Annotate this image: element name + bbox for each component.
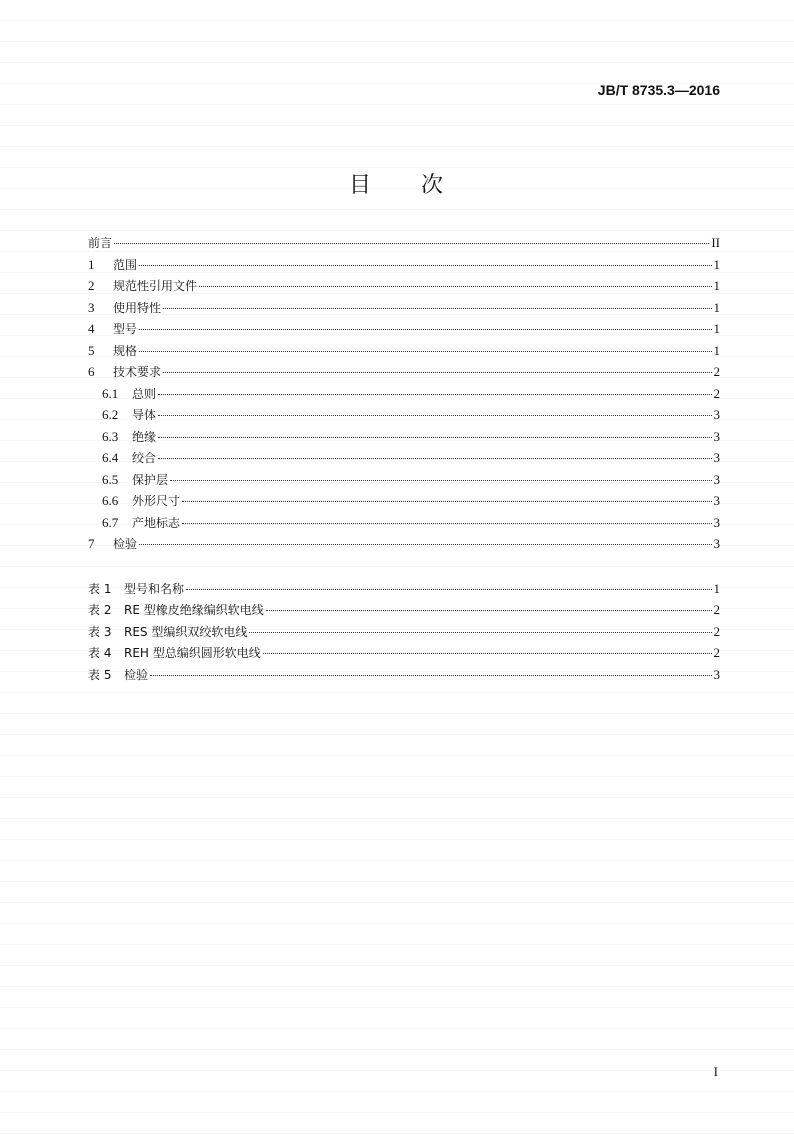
toc-entry-number: 4 (88, 321, 95, 336)
toc-entry-label: 导体 (132, 408, 157, 422)
toc-entry-section-1[interactable] (88, 256, 720, 278)
dot-leader (150, 675, 711, 676)
dot-leader (266, 610, 712, 611)
toc-entry-page: 3 (713, 471, 720, 487)
dot-leader (163, 308, 711, 309)
toc-title (0, 168, 794, 199)
toc-entry-page: 3 (713, 536, 720, 551)
toc-title-char-1: 目 (348, 173, 373, 198)
toc-entry-label: 总则 (132, 386, 157, 401)
toc-entry-subsection-6-7[interactable] (88, 514, 720, 536)
toc-entry-section-4[interactable] (88, 320, 720, 342)
toc-entry-label: 型号和名称 (124, 581, 185, 596)
toc-entry-page: 1 (713, 256, 720, 272)
toc-entry-page: 3 (713, 428, 720, 444)
toc-entry-table-5[interactable] (88, 666, 720, 688)
toc-entry-table-1[interactable] (88, 580, 720, 602)
toc-entry-page: 1 (713, 580, 720, 596)
toc-entry-label: RE 型橡皮绝缘编织软电线 (124, 603, 264, 617)
dot-leader (263, 653, 712, 654)
toc-entry-section-3[interactable] (88, 299, 720, 321)
toc-entry-number: 表 2 (88, 603, 112, 617)
toc-entry-page: 3 (713, 493, 720, 508)
toc-entry-page: 2 (713, 623, 720, 639)
toc-entry-label: 规格 (113, 343, 138, 358)
toc-entry-number: 表 1 (88, 581, 112, 596)
table-of-contents (88, 234, 720, 687)
toc-entry-section-5[interactable] (88, 342, 720, 364)
dot-leader (186, 589, 711, 590)
toc-entry-section-7[interactable] (88, 535, 720, 557)
toc-entry-label: 检验 (124, 667, 149, 682)
toc-entry-label: 保护层 (132, 472, 169, 487)
toc-entry-label: 前言 (88, 236, 113, 250)
toc-entry-number: 6.2 (102, 407, 119, 422)
toc-entry-number: 2 (88, 278, 95, 293)
toc-entry-number: 6.6 (102, 493, 119, 508)
toc-entry-page: 2 (713, 385, 720, 401)
toc-entry-number: 6.5 (102, 471, 119, 487)
toc-entry-label: 绝缘 (132, 429, 157, 444)
dot-leader (158, 415, 711, 416)
toc-entry-label: 型号 (113, 322, 138, 336)
toc-entry-number: 表 5 (88, 667, 112, 682)
toc-entry-subsection-6-6[interactable] (88, 492, 720, 514)
toc-entry-label: 绞合 (132, 451, 157, 465)
dot-leader (139, 351, 711, 352)
dot-leader (158, 394, 711, 395)
toc-entry-section-2[interactable] (88, 277, 720, 299)
dot-leader (158, 437, 711, 438)
dot-leader (199, 286, 711, 287)
toc-entry-number: 6.3 (102, 428, 119, 444)
toc-entry-number: 5 (88, 342, 95, 358)
dot-leader (182, 501, 711, 502)
toc-entry-label: 规范性引用文件 (113, 279, 198, 293)
dot-leader (139, 544, 711, 545)
toc-entry-page: 3 (713, 407, 720, 422)
toc-entry-page: 2 (713, 645, 720, 660)
standard-code: JB/T 8735.3—2016 (597, 82, 720, 98)
toc-entry-page: 1 (713, 299, 720, 315)
toc-entry-page: 2 (713, 364, 720, 379)
toc-entry-number: 6.7 (102, 514, 119, 530)
toc-entry-page: II (711, 235, 720, 250)
toc-entry-page: 1 (713, 278, 720, 293)
toc-title-char-2: 次 (421, 173, 446, 198)
toc-entry-page: 3 (713, 666, 720, 682)
toc-entry-label: 检验 (113, 537, 138, 551)
toc-entry-number: 表 3 (88, 624, 112, 639)
toc-entry-table-2[interactable] (88, 601, 720, 623)
dot-leader (182, 523, 711, 524)
toc-entry-label: 技术要求 (113, 365, 162, 379)
toc-entry-page: 3 (713, 450, 720, 465)
toc-entry-label: 产地标志 (132, 515, 181, 530)
toc-entry-page: 1 (713, 321, 720, 336)
toc-entry-page: 2 (713, 602, 720, 617)
toc-entry-table-3[interactable] (88, 623, 720, 645)
toc-entry-section-6[interactable] (88, 363, 720, 385)
dot-leader (139, 265, 711, 266)
toc-entry-number: 7 (88, 536, 95, 551)
toc-entry-label: 外形尺寸 (132, 494, 181, 508)
toc-entry-number: 3 (88, 299, 95, 315)
list-of-tables (88, 580, 720, 688)
dot-leader (163, 372, 711, 373)
toc-entry-subsection-6-5[interactable] (88, 471, 720, 493)
dot-leader (249, 632, 711, 633)
toc-entry-preface[interactable] (88, 234, 720, 256)
toc-entry-number: 1 (88, 256, 95, 272)
toc-entry-number: 6 (88, 364, 95, 379)
toc-entry-page: 3 (713, 514, 720, 530)
page-number: I (713, 1064, 718, 1079)
dot-leader (139, 329, 711, 330)
toc-entry-number: 6.1 (102, 385, 119, 401)
toc-entry-subsection-6-2[interactable] (88, 406, 720, 428)
toc-entry-number: 6.4 (102, 450, 119, 465)
toc-entry-label: REH 型总编织圆形软电线 (124, 646, 261, 660)
dot-leader (114, 243, 709, 244)
dot-leader (158, 458, 711, 459)
toc-entry-number: 表 4 (88, 646, 112, 660)
toc-entry-label: 范围 (113, 257, 138, 272)
toc-entry-subsection-6-1[interactable] (88, 385, 720, 407)
toc-entry-subsection-6-3[interactable] (88, 428, 720, 450)
dot-leader (170, 480, 711, 481)
toc-entry-label: RES 型编织双绞软电线 (124, 624, 248, 639)
toc-entry-label: 使用特性 (113, 300, 162, 315)
toc-entry-page: 1 (713, 342, 720, 358)
toc-entry-table-4[interactable] (88, 644, 720, 666)
toc-entry-subsection-6-4[interactable] (88, 449, 720, 471)
